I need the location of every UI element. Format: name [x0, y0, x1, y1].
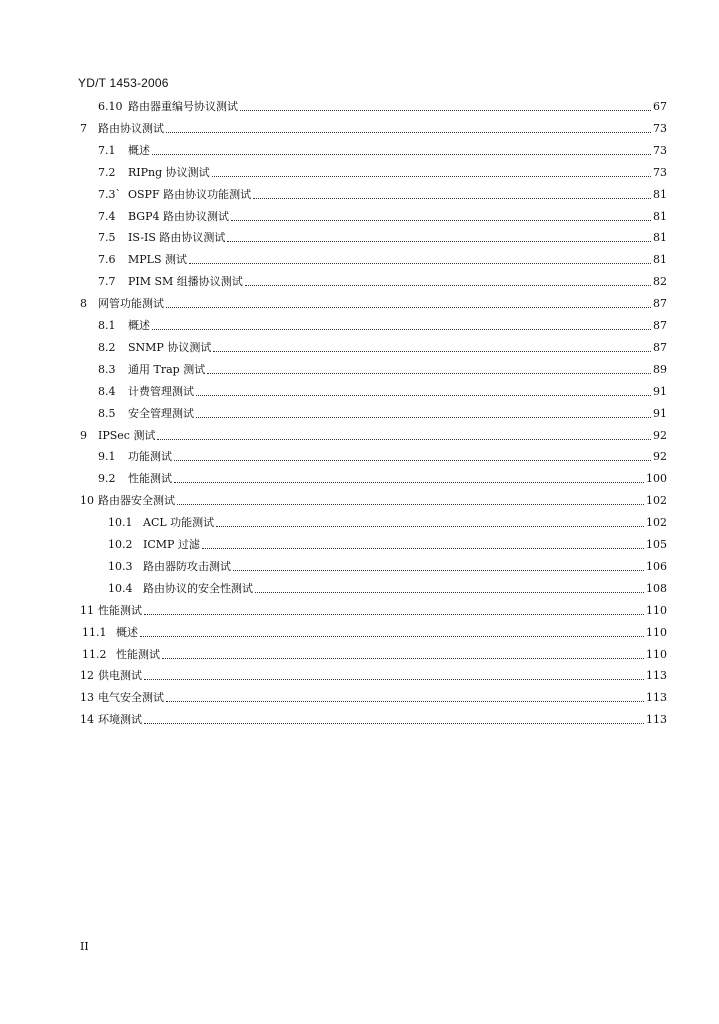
toc-entry: [82, 622, 667, 640]
toc-entry: [80, 600, 667, 618]
toc-entry-number: 8: [80, 297, 87, 311]
toc-entry-page: 81: [653, 231, 667, 245]
page-number: II: [80, 940, 89, 953]
toc-entry-number: 11: [80, 603, 94, 617]
toc-entry: [80, 425, 667, 443]
toc-entry-page: 110: [646, 647, 667, 661]
toc-entry: [98, 359, 667, 377]
dot-leader: [177, 503, 644, 505]
toc-entry-title: ACL 功能测试: [143, 516, 215, 530]
dot-leader: [245, 284, 651, 286]
toc-entry-number: 7: [80, 121, 87, 135]
dot-leader: [157, 438, 651, 440]
toc-entry-number: 7.2: [98, 165, 116, 179]
dot-leader: [212, 175, 651, 177]
toc-entry-title: 路由器重编号协议测试: [128, 100, 238, 113]
toc-entry: [98, 315, 667, 333]
toc-entry: [108, 556, 667, 574]
dot-leader: [144, 613, 644, 615]
toc-entry-title: 性能测试: [128, 472, 172, 486]
toc-entry-title: 通用 Trap 测试: [128, 362, 206, 376]
dot-leader: [240, 109, 651, 111]
toc-entry: [82, 644, 667, 662]
toc-entry: [98, 381, 667, 399]
dot-leader: [253, 197, 651, 199]
dot-leader: [196, 416, 651, 418]
toc-entry-title: 安全管理测试: [128, 406, 194, 420]
toc-entry: [80, 687, 667, 705]
toc-entry-number: 9.2: [98, 472, 116, 486]
dot-leader: [227, 240, 651, 242]
toc-entry-number: 8.5: [98, 406, 116, 420]
toc-entry-title: 概述: [116, 625, 138, 639]
toc-entry-number: 13: [80, 691, 94, 705]
toc-entry: [108, 512, 667, 530]
toc-entry-page: 73: [653, 143, 667, 157]
toc-entry-title: 路由器防攻击测试: [143, 559, 231, 573]
dot-leader: [174, 459, 651, 461]
toc-entry-page: 73: [653, 165, 667, 179]
toc-entry: [98, 446, 667, 464]
toc-entry: [98, 271, 667, 289]
toc-entry-page: 110: [646, 603, 667, 617]
toc-entry-page: 87: [653, 319, 667, 332]
toc-entry: [98, 184, 667, 202]
toc-entry-title: 路由协议测试: [98, 121, 164, 135]
toc-entry: [80, 665, 667, 683]
toc-entry-page: 110: [646, 625, 667, 639]
toc-entry: [80, 293, 667, 311]
toc-entry-number: 10: [80, 494, 94, 508]
dot-leader: [166, 306, 651, 308]
toc-entry-number: 7.6: [98, 253, 116, 267]
toc-entry-page: 92: [653, 450, 667, 464]
toc-entry-title: 概述: [128, 143, 150, 157]
dot-leader: [202, 547, 644, 549]
toc-entry-number: 10.3: [108, 559, 133, 573]
toc-entry-page: 81: [653, 209, 667, 223]
toc-entry: [98, 227, 667, 245]
toc-entry-number: 7.3`: [98, 187, 121, 201]
toc-entry-number: 6.10: [98, 100, 123, 113]
toc-entry-page: 87: [653, 340, 667, 354]
toc-entry: [98, 337, 667, 355]
toc-entry-title: PIM SM 组播协议测试: [128, 275, 243, 289]
toc-entry: [80, 118, 667, 136]
toc-entry-page: 82: [653, 275, 667, 289]
toc-entry-page: 81: [653, 253, 667, 267]
toc-entry-number: 7.1: [98, 143, 116, 157]
toc-entry-page: 102: [646, 494, 667, 508]
toc-entry: [98, 140, 667, 158]
toc-entry-title: MPLS 测试: [128, 253, 188, 267]
toc-entry-number: 9.1: [98, 450, 116, 464]
toc-entry: [80, 709, 667, 727]
toc-entry: [98, 249, 667, 267]
dot-leader: [255, 591, 644, 593]
toc-entry-number: 10.2: [108, 538, 133, 551]
dot-leader: [166, 700, 644, 702]
toc-entry: [98, 162, 667, 180]
toc-entry: [98, 403, 667, 421]
toc-entry-title: SNMP 协议测试: [128, 340, 212, 354]
toc-entry-page: 108: [646, 581, 667, 595]
dot-leader: [144, 722, 644, 724]
toc-entry-title: 网管功能测试: [98, 297, 164, 311]
toc-entry-number: 7.5: [98, 231, 116, 245]
toc-entry-title: BGP4 路由协议测试: [128, 209, 229, 223]
toc-entry-number: 10.4: [108, 581, 133, 595]
toc-entry-title: ICMP 过滤: [143, 538, 200, 551]
toc-entry-number: 8.1: [98, 319, 116, 332]
toc-entry-page: 91: [653, 384, 667, 398]
toc-entry: [98, 96, 667, 114]
dot-leader: [196, 394, 651, 396]
toc-entry-number: 11.2: [82, 647, 107, 661]
toc-entry-page: 73: [653, 121, 667, 135]
toc-entry-page: 87: [653, 297, 667, 311]
toc-entry: [108, 534, 667, 552]
toc-entry-title: OSPF 路由协议功能测试: [128, 187, 252, 201]
dot-leader: [189, 262, 651, 264]
toc-entry-title: 路由器安全测试: [98, 494, 175, 508]
toc-entry-number: 8.4: [98, 384, 116, 398]
toc-entry-title: IS-IS 路由协议测试: [128, 231, 226, 245]
toc-entry-number: 7.4: [98, 209, 116, 223]
toc-entry-title: 功能测试: [128, 450, 172, 464]
toc-entry-title: 供电测试: [98, 669, 142, 683]
toc-entry-title: 性能测试: [116, 647, 160, 661]
dot-leader: [233, 569, 644, 571]
toc-entry-title: 计费管理测试: [128, 384, 194, 398]
toc-entry-title: IPSec 测试: [98, 428, 156, 442]
toc-entry-page: 100: [646, 472, 667, 486]
toc-entry-page: 92: [653, 428, 667, 442]
toc-entry-page: 106: [646, 559, 667, 573]
toc-entry: [98, 206, 667, 224]
toc-entry-page: 102: [646, 516, 667, 530]
toc-entry-page: 81: [653, 187, 667, 201]
dot-leader: [207, 372, 651, 374]
toc-entry-title: 路由协议的安全性测试: [143, 581, 253, 595]
toc-entry-title: 电气安全测试: [98, 691, 164, 705]
toc-entry-number: 10.1: [108, 516, 133, 530]
toc-entry-number: 11.1: [82, 625, 107, 639]
dot-leader: [152, 153, 651, 155]
dot-leader: [144, 678, 644, 680]
document-code-header: YD/T 1453-2006: [78, 76, 169, 90]
toc-entry-number: 12: [80, 669, 94, 683]
toc-entry-title: 概述: [128, 319, 150, 332]
toc-entry-number: 9: [80, 428, 87, 442]
dot-leader: [174, 481, 644, 483]
toc-entry-page: 113: [646, 713, 667, 727]
toc-entry-number: 14: [80, 713, 94, 727]
toc-entry: [108, 578, 667, 596]
toc-entry-page: 113: [646, 691, 667, 705]
toc-entry-title: 性能测试: [98, 603, 142, 617]
toc-entry-number: 8.2: [98, 340, 116, 354]
toc-entry-page: 67: [653, 100, 667, 113]
dot-leader: [140, 635, 644, 637]
toc-entry-title: 环境测试: [98, 713, 142, 727]
dot-leader: [216, 525, 644, 527]
dot-leader: [231, 219, 651, 221]
dot-leader: [152, 328, 651, 330]
toc-entry-number: 7.7: [98, 275, 116, 289]
dot-leader: [166, 131, 651, 133]
dot-leader: [213, 350, 651, 352]
toc-entry-page: 105: [646, 538, 667, 551]
toc-entry-page: 91: [653, 406, 667, 420]
toc-entry: [98, 468, 667, 486]
toc-entry: [80, 490, 667, 508]
toc-entry-page: 113: [646, 669, 667, 683]
toc-entry-title: RIPng 协议测试: [128, 165, 210, 179]
dot-leader: [162, 657, 644, 659]
toc-entry-page: 89: [653, 362, 667, 376]
toc-entry-number: 8.3: [98, 362, 116, 376]
